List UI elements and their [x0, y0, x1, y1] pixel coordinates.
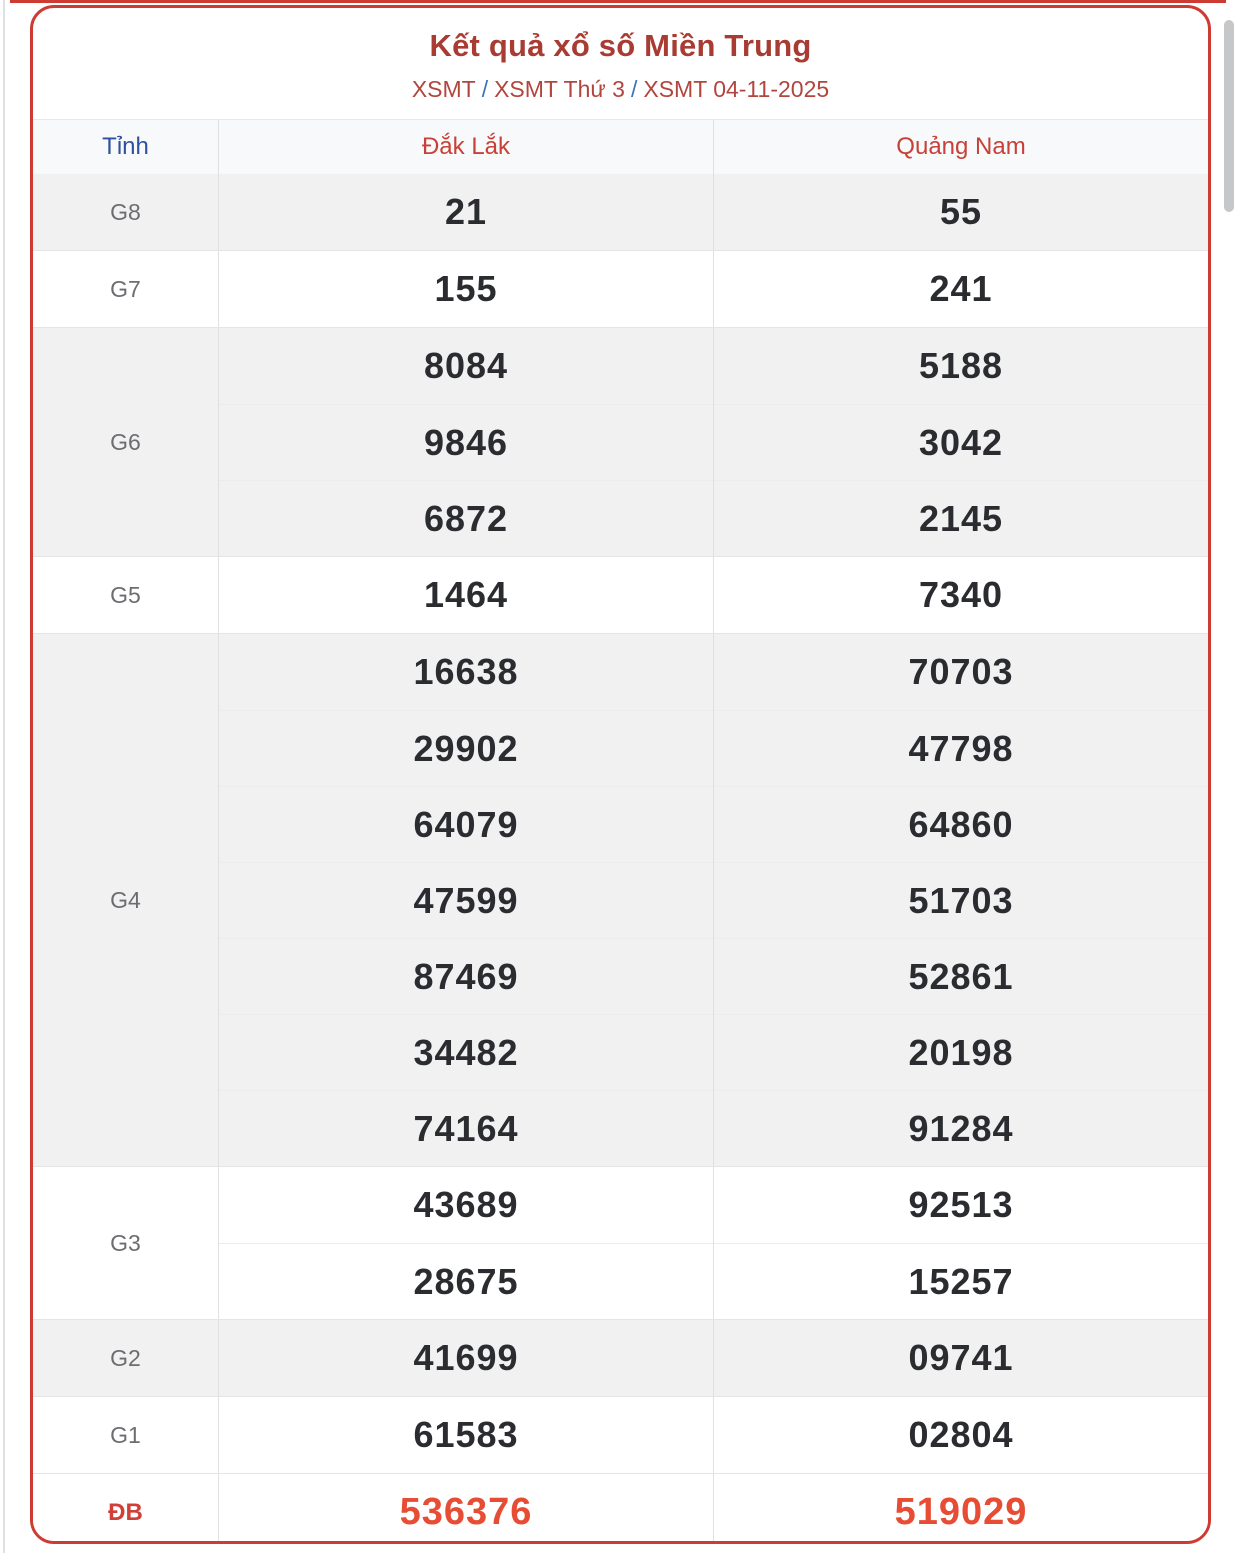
breadcrumb	[43, 76, 1198, 103]
prize-value: 47798	[714, 710, 1208, 786]
prize-value: 52861	[714, 938, 1208, 1014]
prize-values-dak-lak	[218, 328, 713, 556]
page-edge-line	[3, 0, 5, 1553]
prize-value: 29902	[219, 710, 713, 786]
prize-values-dak-lak	[218, 1397, 713, 1473]
prize-value: 536376	[399, 1491, 533, 1533]
prize-value: 15257	[714, 1243, 1208, 1319]
prize-values-quang-nam	[713, 634, 1208, 1166]
prize-values-quang-nam	[713, 251, 1208, 327]
prize-value: 34482	[219, 1014, 713, 1090]
breadcrumb-link-xsmt-date[interactable]: XSMT 04-11-2025	[643, 76, 830, 102]
breadcrumb-link-xsmt-thu3[interactable]: XSMT Thứ 3	[494, 76, 625, 102]
column-header-dak-lak: Đắk Lắk	[218, 120, 713, 174]
prize-row	[33, 556, 1208, 633]
prize-values-quang-nam	[713, 328, 1208, 556]
prize-values-dak-lak	[218, 1474, 713, 1544]
table-header-row	[33, 120, 1208, 174]
scrollbar-thumb[interactable]	[1224, 20, 1234, 212]
prize-value: 9846	[219, 404, 713, 480]
prize-value: 09741	[908, 1337, 1014, 1378]
column-header-province: Tỉnh	[102, 133, 149, 160]
column-header-quang-nam: Quảng Nam	[713, 120, 1208, 174]
breadcrumb-separator: /	[481, 76, 489, 102]
prize-value: 2145	[714, 480, 1208, 556]
prize-values-quang-nam	[713, 1167, 1208, 1319]
prize-values-dak-lak	[218, 634, 713, 1166]
prize-label: G5	[110, 581, 141, 608]
prize-label: G8	[110, 198, 141, 225]
prize-value: 241	[929, 268, 993, 309]
page-title: Kết quả xổ số Miền Trung	[429, 28, 812, 63]
prize-values-quang-nam	[713, 1474, 1208, 1544]
prize-label: G7	[110, 275, 141, 302]
prize-values-quang-nam	[713, 174, 1208, 250]
prize-value: 92513	[908, 1184, 1014, 1225]
prize-label: G3	[110, 1229, 141, 1256]
prize-value: 28675	[219, 1243, 713, 1319]
prize-row	[33, 633, 1208, 1166]
prize-value: 7340	[918, 574, 1004, 615]
prize-value: 43689	[413, 1184, 519, 1225]
prize-values-dak-lak	[218, 251, 713, 327]
prize-value: 3042	[714, 404, 1208, 480]
prize-values-dak-lak	[218, 557, 713, 633]
prize-value: 16638	[413, 651, 519, 692]
prize-value: 70703	[908, 651, 1014, 692]
prize-values-dak-lak	[218, 1167, 713, 1319]
prize-values-dak-lak	[218, 1320, 713, 1396]
prize-row	[33, 327, 1208, 556]
card-header	[33, 8, 1208, 119]
prize-value: 6872	[219, 480, 713, 556]
prize-value: 87469	[219, 938, 713, 1014]
previous-card-border	[10, 0, 1226, 3]
prize-value: 1464	[423, 574, 509, 615]
prize-row	[33, 1396, 1208, 1473]
prize-value: 519029	[894, 1491, 1028, 1533]
prize-value: 91284	[714, 1090, 1208, 1166]
prize-values-quang-nam	[713, 1397, 1208, 1473]
prize-value: 74164	[219, 1090, 713, 1166]
prize-label: G6	[110, 428, 141, 455]
prize-row	[33, 250, 1208, 327]
prize-value: 8084	[423, 345, 509, 386]
prize-row	[33, 1473, 1208, 1544]
prize-row	[33, 1319, 1208, 1396]
results-table	[33, 119, 1208, 1544]
prize-values-dak-lak	[218, 174, 713, 250]
prize-row	[33, 1166, 1208, 1319]
prize-values-quang-nam	[713, 557, 1208, 633]
prize-value: 64079	[219, 786, 713, 862]
prize-value: 41699	[413, 1337, 519, 1378]
prize-value: 64860	[714, 786, 1208, 862]
prize-value: 02804	[908, 1414, 1014, 1455]
lottery-results-card	[30, 5, 1211, 1544]
prize-value: 55	[939, 191, 983, 232]
prize-value: 47599	[219, 862, 713, 938]
breadcrumb-separator: /	[630, 76, 638, 102]
prize-label: G4	[110, 886, 141, 913]
breadcrumb-link-xsmt[interactable]: XSMT	[411, 76, 476, 102]
prize-label: G2	[110, 1344, 141, 1371]
prize-value: 51703	[714, 862, 1208, 938]
prize-value: 61583	[413, 1414, 519, 1455]
prize-value: 21	[444, 191, 488, 232]
prize-row	[33, 174, 1208, 250]
prize-value: 155	[434, 268, 498, 309]
prize-value: 20198	[714, 1014, 1208, 1090]
prize-values-quang-nam	[713, 1320, 1208, 1396]
prize-label: ĐB	[108, 1498, 143, 1526]
prize-label: G1	[110, 1421, 141, 1448]
prize-value: 5188	[918, 345, 1004, 386]
